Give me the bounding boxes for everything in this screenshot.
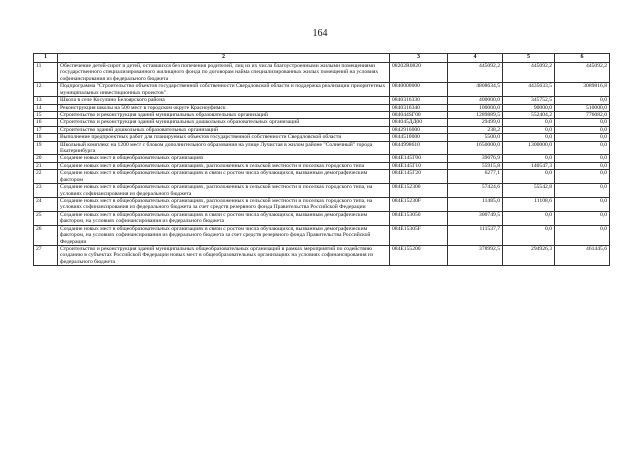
row-value-col4: 1289889,5 (448, 111, 503, 118)
table-row (34, 141, 610, 155)
row-number: 11 (34, 63, 58, 83)
row-value-col4: 111537,7 (448, 225, 503, 245)
row-value-col4: 300749,5 (448, 211, 503, 225)
table-row (34, 63, 610, 83)
row-name: Создание новых мест в общеобразовательных организациях в связи с ростом числа обучающихся, вызванным демографическим фактором, на условиях софинансирования из федерального бюджета (58, 211, 390, 225)
row-value-col6: 445092,2 (555, 63, 610, 83)
row-value-col5: 445092,2 (503, 63, 555, 83)
row-value-col5: 294926,3 (503, 245, 555, 265)
row-code: 0840316340 (390, 104, 448, 111)
table-row (34, 198, 610, 212)
row-value-col5: 0,0 (503, 211, 555, 225)
row-value-col4: 5500,0 (448, 134, 503, 141)
row-value-col6: 0,0 (555, 225, 610, 245)
row-number: 16 (34, 119, 58, 126)
row-code: 084045ДД00 (390, 119, 448, 126)
row-value-col6: 0,0 (555, 184, 610, 198)
budget-table (33, 53, 610, 266)
row-value-col5: 55542,8 (503, 184, 555, 198)
row-number: 15 (34, 111, 58, 118)
row-number: 23 (34, 184, 58, 198)
header-col-6: 6 (555, 54, 610, 63)
table-row (34, 83, 610, 97)
row-code: 084E145Г10 (390, 162, 448, 169)
row-code: 0844998610 (390, 141, 448, 155)
row-value-col5: 0,0 (503, 134, 555, 141)
row-code: 084044SГ00 (390, 111, 448, 118)
table-row (34, 134, 610, 141)
row-value-col6: 0,0 (555, 119, 610, 126)
row-value-col4: 55915,8 (448, 162, 503, 169)
row-name: Создание новых мест в общеобразовательных организациях, расположенных в сельской местности и поселках городского типа, на условиях софинансирования из федерального бюджета (58, 184, 390, 198)
row-value-col6: 0,0 (555, 211, 610, 225)
row-code: 0844510000 (390, 134, 448, 141)
table-row (34, 126, 610, 133)
table-row (34, 170, 610, 184)
table-row (34, 162, 610, 169)
row-code: 084E15230F (390, 198, 448, 212)
row-name: Подпрограмма "Строительство объектов государственной собственности Свердловской области и поддержка реализации приоритетных муниципальных инвестиционных проектов" (58, 83, 390, 97)
row-value-col6: 776082,0 (555, 111, 610, 118)
row-value-col6: 510000,0 (555, 104, 610, 111)
row-value-col4: 100000,0 (448, 104, 503, 111)
row-number: 17 (34, 126, 58, 133)
row-value-col4: 445092,2 (448, 63, 503, 83)
row-value-col4: 11485,0 (448, 198, 503, 212)
row-value-col5: 4435633,5 (503, 83, 555, 97)
table-row (34, 225, 610, 245)
header-col-5: 5 (503, 54, 555, 63)
row-value-col4: 400000,0 (448, 97, 503, 104)
row-code: 084E145Г00 (390, 155, 448, 162)
row-name: Создание новых мест в общеобразовательных организациях в связи с ростом числа обучающихся, вызванным демографическим фактором, на условиях софинансирования из федерального бюджета за счет средств резервного фонда Правительства Российской Федерации (58, 225, 390, 245)
table-header-row (34, 54, 610, 63)
row-value-col6: 0,0 (555, 97, 610, 104)
table-row (34, 155, 610, 162)
row-number: 26 (34, 225, 58, 245)
row-name: Обеспечение детей-сирот и детей, оставшихся без попечения родителей, лиц из их числа благоустроенными жилыми помещениями государственного специализированного жилищного фонда по договорам найма специализированных жилых помещений на условиях софинансирования из федерального бюджета (58, 63, 390, 83)
row-value-col5: 0,0 (503, 126, 555, 133)
row-value-col6: 0,0 (555, 134, 610, 141)
row-value-col6: 0,0 (555, 162, 610, 169)
row-value-col6: 0,0 (555, 126, 610, 133)
table-row (34, 111, 610, 118)
row-value-col4: 6277,1 (448, 170, 503, 184)
row-number: 27 (34, 245, 58, 265)
row-value-col6: 0,0 (555, 198, 610, 212)
row-number: 22 (34, 170, 58, 184)
row-value-col4: 57424,6 (448, 184, 503, 198)
table-row (34, 245, 610, 265)
row-number: 12 (34, 83, 58, 97)
row-name: Выполнение предпроектных работ для планируемых объектов государственной собственности Свердловской области (58, 134, 390, 141)
row-name: Реконструкция школы на 500 мест в городском округе Красноуфимск (58, 104, 390, 111)
row-number: 19 (34, 141, 58, 155)
row-name: Создание новых мест в общеобразовательных организациях, расположенных в сельской местности и поселках городского типа (58, 162, 390, 169)
row-value-col4: 1650000,0 (448, 141, 503, 155)
row-name: Создание новых мест в общеобразовательных организациях в связи с ростом числа обучающихся, вызванным демографическим фактором (58, 170, 390, 184)
row-number: 25 (34, 211, 58, 225)
header-col-1: 1 (34, 54, 58, 63)
row-value-col5: 1300000,0 (503, 141, 555, 155)
table-row (34, 119, 610, 126)
row-name: Строительство и реконструкция зданий муниципальных дошкольных образовательных организаций (58, 119, 390, 126)
row-number: 20 (34, 155, 58, 162)
header-col-3: 3 (390, 54, 448, 63)
row-number: 13 (34, 97, 58, 104)
page-number: 164 (312, 28, 328, 39)
header-col-2: 2 (58, 54, 390, 63)
row-code: 0842916000 (390, 126, 448, 133)
table-row (34, 104, 610, 111)
row-value-col6: 0,0 (555, 155, 610, 162)
row-name: Создание новых мест в общеобразовательных организациях, расположенных в сельской местности и поселках городского типа, на условиях софинансирования из федерального бюджета за счет средств резервного фонда Правительства Российской Федерации (58, 198, 390, 212)
row-value-col6: 0,0 (555, 141, 610, 155)
row-value-col6: 3089816,8 (555, 83, 610, 97)
row-value-col4: 238,2 (448, 126, 503, 133)
row-code: 084E155200 (390, 245, 448, 265)
row-code: 084E145Г20 (390, 170, 448, 184)
row-name: Школа в селе Косулино Белоярского района (58, 97, 390, 104)
row-value-col5: 0,0 (503, 225, 555, 245)
row-value-col4: 29499,0 (448, 119, 503, 126)
row-code: 084E15305F (390, 225, 448, 245)
row-code: 084E153050 (390, 211, 448, 225)
row-number: 21 (34, 162, 58, 169)
row-value-col5: 345752,5 (503, 97, 555, 104)
row-value-col5: 0,0 (503, 155, 555, 162)
row-value-col5: 0,0 (503, 119, 555, 126)
row-number: 24 (34, 198, 58, 212)
row-value-col5: 90000,0 (503, 104, 555, 111)
row-value-col4: 39676,9 (448, 155, 503, 162)
row-name: Строительство зданий дошкольных образовательных организаций (58, 126, 390, 133)
row-value-col5: 0,0 (503, 170, 555, 184)
table-row (34, 184, 610, 198)
row-code: 0840316330 (390, 97, 448, 104)
row-code: 084E152300 (390, 184, 448, 198)
row-value-col4: 378992,5 (448, 245, 503, 265)
row-value-col4: 4808634,5 (448, 83, 503, 97)
row-number: 18 (34, 134, 58, 141)
table-row (34, 97, 610, 104)
row-value-col5: 11108,6 (503, 198, 555, 212)
row-name: Создание новых мест в общеобразовательных организациях (58, 155, 390, 162)
header-col-4: 4 (448, 54, 503, 63)
row-name: Школьный комплекс на 1200 мест с блоком дополнительного образования на улице Лучистая в жилом районе "Солнечный" города Екатеринбурга (58, 141, 390, 155)
row-name: Строительство и реконструкция зданий муниципальных общеобразовательных организаций в рамках мероприятий по содействию созданию в субъектах Российской Федерации новых мест в общеобразовательных организациях на условиях софинансирования из федерального бюджета (58, 245, 390, 265)
row-value-col5: 140547,3 (503, 162, 555, 169)
row-code: 0840000000 (390, 83, 448, 97)
table-row (34, 211, 610, 225)
row-value-col6: 0,0 (555, 170, 610, 184)
row-value-col6: 461445,6 (555, 245, 610, 265)
row-name: Строительство и реконструкция зданий муниципальных образовательных организаций (58, 111, 390, 118)
row-code: 08202R0820 (390, 63, 448, 83)
row-number: 14 (34, 104, 58, 111)
row-value-col5: 552404,2 (503, 111, 555, 118)
